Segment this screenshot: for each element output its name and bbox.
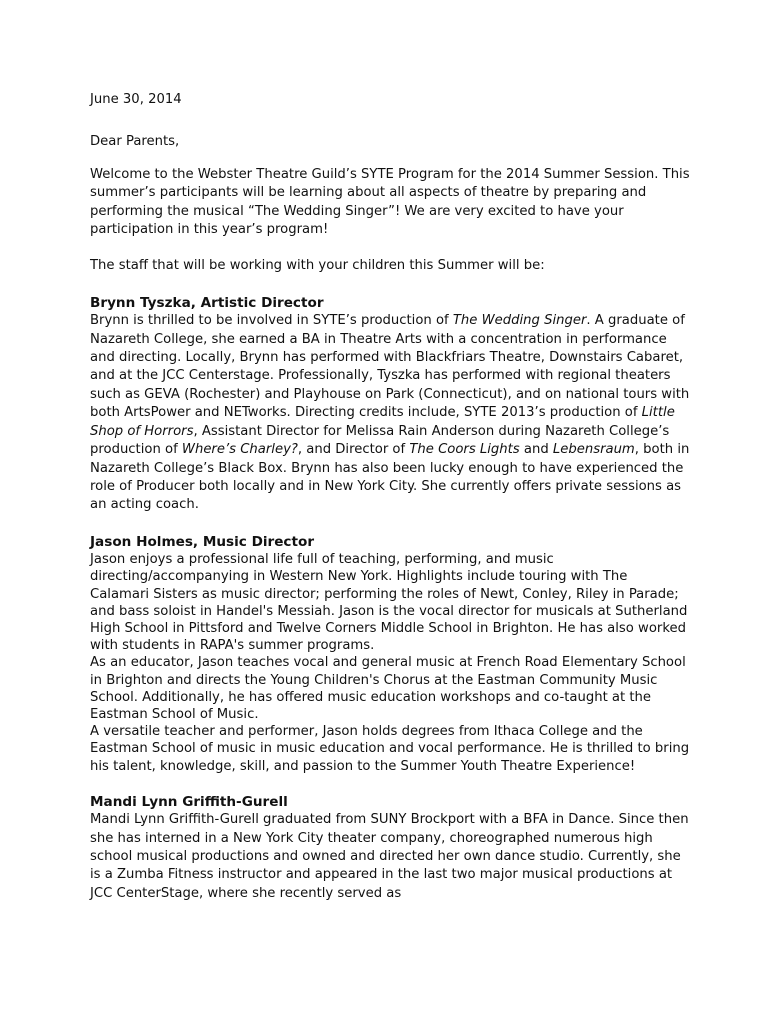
bio-text: , Assistant Director for Melissa Rain Anderson during Nazareth College’s production of (90, 423, 670, 458)
staff-bio-brynn (90, 312, 690, 514)
staff-bio-jason-2: As an educator, Jason teaches vocal and general music at French Road Elementary School in Brighton and directs the Young Children's Chorus at the Eastman Community Music School. Additionally, he has offered music education workshops and co-taught at the Eastman School of Music. (90, 655, 686, 722)
staff-bio-jason-1: Jason enjoys a professional life full of teaching, performing, and music directing/accompanying in Western New York. Highlights include touring with The Calamari Sisters as music director; performing the roles of Newt, Conley, Riley in Parade; and bass soloist in Handel's Messiah. Jason is the vocal director for musicals at Sutherland High School in Pittsford and Twelve Corners Middle School in Brighton. He has also worked with students in RAPA's summer programs. (90, 552, 688, 654)
letter-date: June 30, 2014 (90, 92, 182, 107)
staff-title-mandi: Mandi Lynn Griffith-Gurell (90, 793, 288, 810)
letter-page (90, 91, 690, 921)
show-title: Where’s Charley? (181, 442, 298, 458)
bio-text: . A graduate of Nazareth College, she earned a BA in Theatre Arts with a concentration in performance and directing. Locally, Brynn has performed with Blackfriars Theatre, Downstairs Cabaret, and at the JCC Centerstage. Professionally, Tyszka has performed with regional theaters such as GEVA (Rochester) and Playhouse on Park (Connecticut), and on national tours with both ArtsPower and NETworks. Directing credits include, SYTE 2013’s production of (90, 313, 690, 421)
bio-text: Brynn is thrilled to be involved in SYTE’s production of (90, 313, 453, 329)
staff-intro: The staff that will be working with your children this Summer will be: (90, 258, 545, 274)
intro-paragraph: Welcome to the Webster Theatre Guild’s SYTE Program for the 2014 Summer Session. This summer’s participants will be learning about all aspects of theatre by preparing and performing the musical “The Wedding Singer”! We are very excited to have your participation in this year’s program! (90, 166, 690, 238)
staff-title-brynn: Brynn Tyszka, Artistic Director (90, 294, 324, 311)
bio-text: , and Director of (297, 442, 410, 458)
show-title: The Wedding Singer (452, 313, 587, 329)
staff-section-brynn (90, 294, 690, 515)
staff-bio-mandi: Mandi Lynn Griffith-Gurell graduated from SUNY Brockport with a BFA in Dance. Since then she has interned in a New York City theater company, choreographed numerous high school musical productions and owned and directed her own dance studio. Currently, she is a Zumba Fitness instructor and appeared in the last two major musical productions at JCC CenterStage, where she recently served as (90, 812, 689, 901)
salutation: Dear Parents, (90, 134, 180, 150)
staff-bio-jason-3: A versatile teacher and performer, Jason holds degrees from Ithaca College and the Eastman School of music in music education and vocal performance. He is thrilled to bring his talent, knowledge, skill, and passion to the Summer Youth Theatre Experience! (90, 724, 690, 774)
show-title: The Coors Lights (409, 442, 520, 458)
staff-section-mandi (90, 793, 690, 903)
bio-text: , both in Nazareth College’s Black Box. Brynn has also been lucky enough to have experienced the role of Producer both locally and in New York City. She currently offers private sessions as an acting coach. (90, 442, 690, 513)
show-title: Lebensraum (552, 442, 635, 458)
staff-section-jason (90, 533, 690, 775)
show-title: Little Shop of Horrors (90, 405, 675, 439)
staff-title-jason: Jason Holmes, Music Director (90, 533, 315, 550)
bio-text: and (519, 442, 553, 458)
